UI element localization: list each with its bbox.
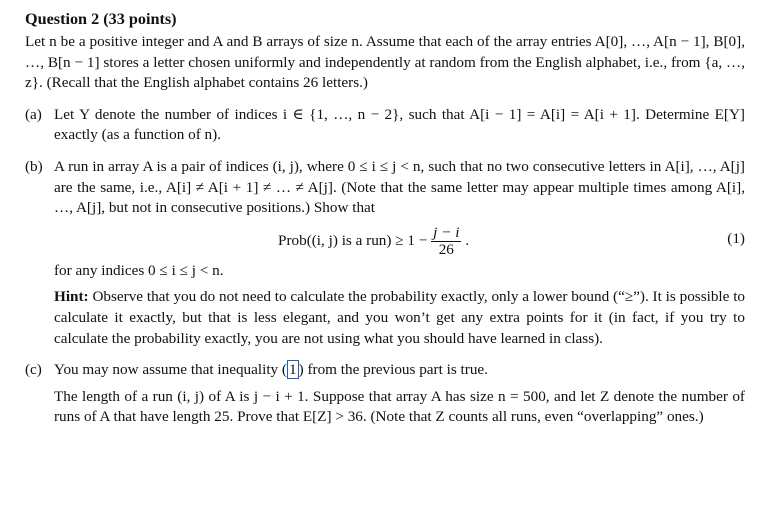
hint-label: Hint: — [54, 288, 89, 306]
fraction-denominator: 26 — [438, 240, 454, 258]
equation-1 — [54, 219, 745, 261]
equation-body — [278, 225, 469, 258]
part-b-hint — [54, 287, 745, 349]
part-b — [25, 157, 745, 349]
question-heading: Question 2 (33 points) — [25, 10, 177, 28]
part-b-label: (b) — [25, 157, 43, 175]
equation-number: (1) — [727, 229, 745, 247]
part-a-text: Let Y denote the number of indices i ∈ {1, …, n − 2}, such that A[i − 1] = A[i] = A[i + 1]. Determine E[Y] exactly (as a function of n). — [54, 105, 745, 144]
question-intro: Let n be a positive integer and A and B arrays of size n. Assume that each of the array entries A[0], …, A[n − 1], B[0], …, B[n − 1] stores a letter chosen uniformly and independently at random from the English alphabet, i.e., from {a, …, z}. (Recall that the English alphabet contains 26 letters.) — [25, 33, 745, 92]
equation-reference-link[interactable]: 1 — [289, 361, 297, 379]
equation-left: Prob((i, j) is a run) ≥ 1 − — [278, 231, 428, 249]
equation-end: . — [465, 231, 470, 249]
part-a-label: (a) — [25, 105, 42, 123]
fraction-numerator: j − i — [433, 223, 460, 241]
part-c-text2: The length of a run (i, j) of A is j − i + 1. Suppose that array A has size n = 500, and let Z denote the number of runs of A that have length 25. Prove that E[Z] > 36. (Note that Z counts all runs, even “overlapping” ones.) — [54, 387, 745, 426]
part-c-label: (c) — [25, 361, 42, 379]
part-b-after: for any indices 0 ≤ i ≤ j < n. — [54, 261, 224, 279]
part-b-text: A run in array A is a pair of indices (i, j), where 0 ≤ i ≤ j < n, such that no two consecutive letters in A[i], …, A[j] are the same, i.e., A[i] ≠ A[i + 1] ≠ … ≠ A[j]. (Note that the same letter may appear multiple times among A[i], …, A[j], but not in consecutive positions.) Show that — [54, 157, 745, 217]
hint-text: Observe that you do not need to calculate the probability exactly, only a lower bound (“≥”). It is possible to calculate it exactly, but that is less elegant, and you won’t get any extra points for it (in fact, if you try to calculate the probability exactly, you are not using what you should have learned in class). — [54, 288, 746, 347]
question-page — [25, 9, 745, 428]
equation-fraction — [431, 225, 461, 258]
part-c — [25, 360, 745, 428]
part-c-text — [54, 360, 745, 381]
part-c-text-pre: You may now assume that inequality ( — [54, 361, 287, 379]
part-a — [25, 105, 745, 146]
part-c-text-post: ) from the previous part is true. — [298, 361, 488, 379]
